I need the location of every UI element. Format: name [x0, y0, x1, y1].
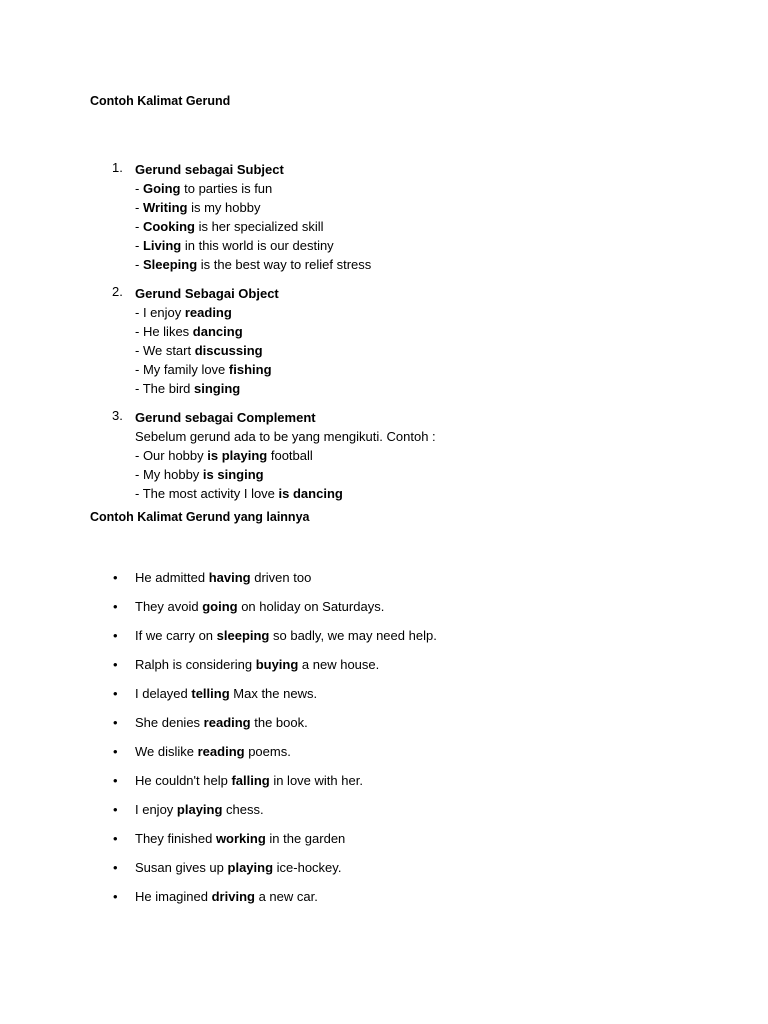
example-line: - My hobby is singing: [135, 467, 264, 482]
list-item: • We dislike reading poems.: [113, 744, 291, 759]
bullet-icon: •: [113, 628, 118, 643]
bullet-icon: •: [113, 686, 118, 701]
example-line: - Our hobby is playing football: [135, 448, 313, 463]
bullet-icon: •: [113, 831, 118, 846]
section-object: [112, 284, 712, 398]
bullet-icon: •: [113, 860, 118, 875]
section-title: Gerund sebagai Subject: [135, 162, 284, 177]
section-title: Gerund sebagai Complement: [135, 410, 316, 425]
example-line: - I enjoy reading: [135, 305, 232, 320]
bullet-icon: •: [113, 599, 118, 614]
section-complement: [112, 408, 712, 503]
example-line: - The bird singing: [135, 381, 241, 396]
bullet-icon: •: [113, 889, 118, 904]
list-item: • He admitted having driven too: [113, 570, 312, 585]
bullet-list: [112, 568, 712, 916]
bullet-icon: •: [113, 570, 118, 585]
section-number: 1.: [112, 160, 123, 175]
section-number: 2.: [112, 284, 123, 299]
example-line: - The most activity I love is dancing: [135, 486, 343, 501]
list-item: • They avoid going on holiday on Saturdays.: [113, 599, 385, 614]
example-line: - He likes dancing: [135, 324, 243, 339]
list-item: • Ralph is considering buying a new house.: [113, 657, 380, 672]
example-line: - Cooking is her specialized skill: [135, 219, 324, 234]
list-item: • I delayed telling Max the news.: [113, 686, 318, 701]
bullet-icon: •: [113, 744, 118, 759]
section-title: Gerund Sebagai Object: [135, 286, 279, 301]
section-note: Sebelum gerund ada to be yang mengikuti. Contoh :: [135, 429, 436, 444]
example-line: - Sleeping is the best way to relief stress: [135, 257, 372, 272]
list-item: • Susan gives up playing ice-hockey.: [113, 860, 342, 875]
list-item: • She denies reading the book.: [113, 715, 308, 730]
bullet-icon: •: [113, 657, 118, 672]
example-line: - My family love fishing: [135, 362, 272, 377]
example-line: - Going to parties is fun: [135, 181, 273, 196]
bullet-icon: •: [113, 715, 118, 730]
list-item: • I enjoy playing chess.: [113, 802, 264, 817]
section-heading: Contoh Kalimat Gerund yang lainnya: [90, 510, 310, 524]
section-subject: [112, 160, 712, 274]
list-item: • He imagined driving a new car.: [113, 889, 318, 904]
example-line: - Writing is my hobby: [135, 200, 261, 215]
numbered-sections: [112, 160, 712, 513]
section-number: 3.: [112, 408, 123, 423]
list-item: • They finished working in the garden: [113, 831, 346, 846]
bullet-icon: •: [113, 773, 118, 788]
list-item: • If we carry on sleeping so badly, we may need help.: [113, 628, 437, 643]
bullet-icon: •: [113, 802, 118, 817]
page-title: Contoh Kalimat Gerund: [90, 94, 231, 108]
example-line: - We start discussing: [135, 343, 263, 358]
list-item: • He couldn't help falling in love with her.: [113, 773, 363, 788]
example-line: - Living in this world is our destiny: [135, 238, 334, 253]
